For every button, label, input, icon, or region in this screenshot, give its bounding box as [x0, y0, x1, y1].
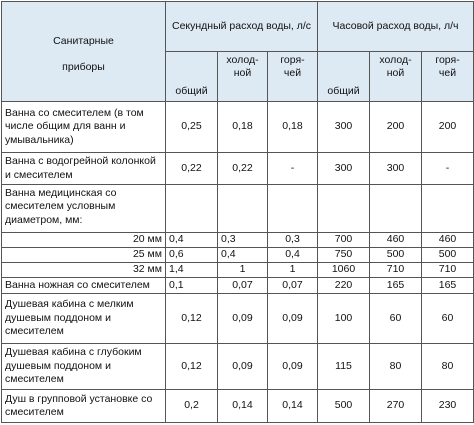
- header-second-flow: Секундный расход воды, л/с: [166, 2, 318, 52]
- cell-value: 460: [370, 233, 422, 248]
- cell-value: 165: [370, 278, 422, 294]
- table-row: [2, 102, 474, 153]
- row-device-name: Душевая кабина с глубоким душевым поддоном и смесителем: [2, 344, 166, 390]
- cell-value: -: [268, 153, 318, 185]
- cell-value: 0,09: [218, 294, 268, 344]
- cell-value: 0,14: [218, 390, 268, 423]
- cell-value: [370, 185, 422, 233]
- cell-value: 0,09: [268, 294, 318, 344]
- cell-value: 300: [318, 102, 370, 153]
- cell-value: 230: [422, 390, 474, 423]
- cell-value: 1,4: [166, 263, 218, 278]
- cell-value: [218, 185, 268, 233]
- row-device-name: Ванна со смесителем (в том числе общим для ванн и умывальника): [2, 102, 166, 153]
- table-header: [2, 2, 474, 102]
- subheader-total-sec: [166, 52, 218, 102]
- cell-value: 500: [370, 248, 422, 263]
- cell-value: 500: [318, 390, 370, 423]
- cell-value: 0,09: [268, 344, 318, 390]
- cell-value: 0,07: [268, 278, 318, 294]
- cell-value: 0,22: [166, 153, 218, 185]
- table-row: [2, 185, 474, 233]
- header-devices: [2, 2, 166, 102]
- header-hourly-flow: Часовой расход воды, л/ч: [318, 2, 474, 52]
- table-row: [2, 233, 474, 248]
- cell-value: 0,22: [218, 153, 268, 185]
- cell-value: [166, 185, 218, 233]
- cell-value: 1: [218, 263, 268, 278]
- table-row: [2, 294, 474, 344]
- cell-value: 300: [318, 153, 370, 185]
- cell-value: 0,09: [218, 344, 268, 390]
- row-diameter: 25 мм: [2, 248, 166, 263]
- subheader-hot-hour: горя- чей: [422, 52, 474, 102]
- cell-value: 270: [370, 390, 422, 423]
- subheader-cold-sec: холод- ной: [218, 52, 268, 102]
- cell-value: 100: [318, 294, 370, 344]
- header-devices-line2: приборы: [62, 60, 105, 73]
- cell-value: 165: [422, 278, 474, 294]
- subheader-label: общий: [175, 84, 208, 97]
- row-device-name: Душевая кабина с мелким душевым поддоном и смесителем: [2, 294, 166, 344]
- cell-value: 0,6: [166, 248, 218, 263]
- cell-value: 710: [422, 263, 474, 278]
- cell-value: 0,4: [166, 233, 218, 248]
- cell-value: 0,18: [218, 102, 268, 153]
- table-row: [2, 153, 474, 185]
- row-device-name: Ванна медицинская со смесителем условным диаметром, мм:: [2, 185, 166, 233]
- subheader-total-hour: [318, 52, 370, 102]
- cell-value: 0,1: [166, 278, 218, 294]
- cell-value: 220: [318, 278, 370, 294]
- cell-value: 1060: [318, 263, 370, 278]
- table-row: [2, 278, 474, 294]
- cell-value: 80: [370, 344, 422, 390]
- cell-value: [422, 185, 474, 233]
- cell-value: 1: [268, 263, 318, 278]
- table-row: [2, 248, 474, 263]
- cell-value: 0,4: [218, 248, 268, 263]
- cell-value: 0,07: [218, 278, 268, 294]
- cell-value: 700: [318, 233, 370, 248]
- cell-value: 0,18: [268, 102, 318, 153]
- cell-value: [268, 185, 318, 233]
- cell-value: 0,3: [218, 233, 268, 248]
- subheader-label: общий: [327, 84, 360, 97]
- cell-value: 200: [422, 102, 474, 153]
- row-device-name: Ванна с водогрейной колонкой и смесителем: [2, 153, 166, 185]
- row-device-name: Душ в групповой установке со смесителем: [2, 390, 166, 423]
- water-consumption-table: [1, 1, 474, 423]
- cell-value: 0,12: [166, 344, 218, 390]
- cell-value: 60: [422, 294, 474, 344]
- row-diameter: 20 мм: [2, 233, 166, 248]
- cell-value: 80: [422, 344, 474, 390]
- cell-value: 0,14: [268, 390, 318, 423]
- cell-value: 0,2: [166, 390, 218, 423]
- subheader-hot-sec: горя- чей: [268, 52, 318, 102]
- table-row: [2, 344, 474, 390]
- cell-value: -: [422, 153, 474, 185]
- cell-value: 0,4: [268, 248, 318, 263]
- cell-value: 710: [370, 263, 422, 278]
- subheader-cold-hour: холод- ной: [370, 52, 422, 102]
- table-row: [2, 390, 474, 423]
- cell-value: 115: [318, 344, 370, 390]
- cell-value: 60: [370, 294, 422, 344]
- row-diameter: 32 мм: [2, 263, 166, 278]
- header-devices-line1: Санитарные: [53, 35, 114, 48]
- row-device-name: Ванна ножная со смесителем: [2, 278, 166, 294]
- cell-value: 300: [370, 153, 422, 185]
- cell-value: 0,12: [166, 294, 218, 344]
- cell-value: [318, 185, 370, 233]
- cell-value: 500: [422, 248, 474, 263]
- cell-value: 200: [370, 102, 422, 153]
- table-row: [2, 263, 474, 278]
- cell-value: 0,3: [268, 233, 318, 248]
- cell-value: 460: [422, 233, 474, 248]
- cell-value: 0,25: [166, 102, 218, 153]
- cell-value: 750: [318, 248, 370, 263]
- table-body: [2, 102, 474, 423]
